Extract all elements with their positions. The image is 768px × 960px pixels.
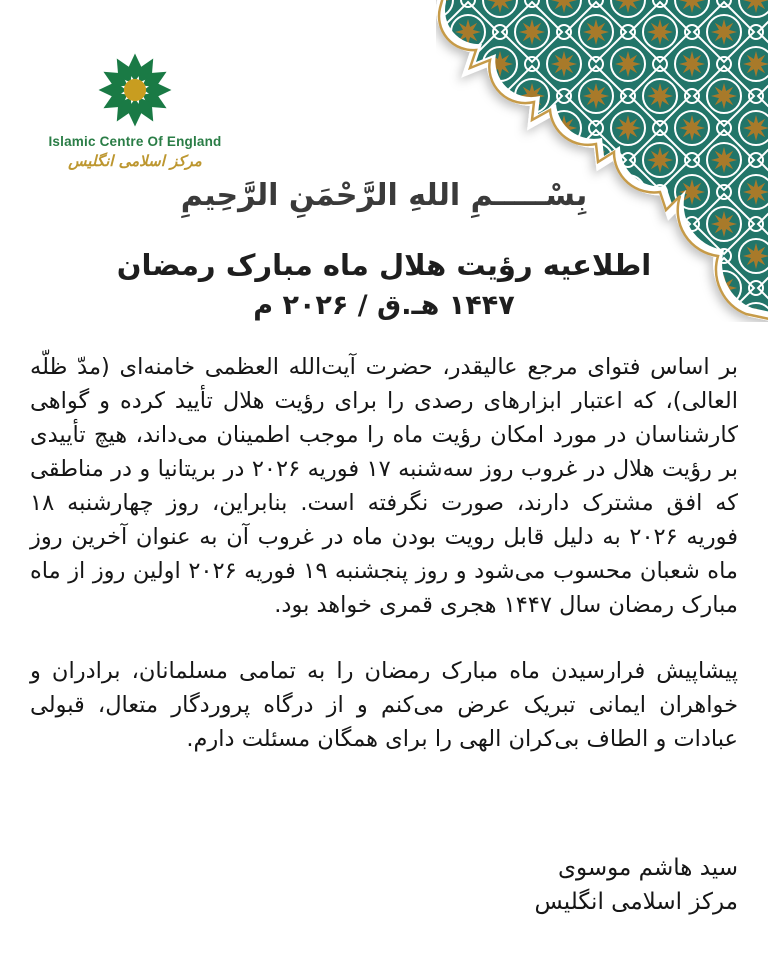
logo-name-english: Islamic Centre Of England (48, 134, 222, 149)
signature-organisation: مرکز اسلامی انگلیس (534, 889, 738, 915)
announcement-subtitle-dates: ۱۴۴۷ هـ.ق / ۲۰۲۶ م (253, 290, 515, 321)
icoe-flower-icon (95, 50, 175, 130)
icoe-logo (46, 50, 224, 170)
logo-name-persian-calligraphy: مرکز اسلامی انگلیس (68, 152, 202, 170)
announcement-title-block (0, 244, 768, 326)
signature-block (534, 851, 738, 919)
body-paragraph-2: پیشاپیش فرارسیدن ماه مبارک رمضان را به تمامی مسلمانان، برادران و خواهران ایمانی تبریک عرض می‌کنم و از درگاه پروردگار متعال، قبولی عبادات و الطاف بی‌کران الهی را برای همگان مسئلت دارم. (30, 658, 738, 752)
announcement-title: اطلاعیه رؤیت هلال ماه مبارک رمضان (116, 248, 652, 282)
bismillah-calligraphy: بِسْـــــمِ اللهِ الرَّحْمَنِ الرَّحِيمِ (180, 178, 588, 213)
announcement-body (30, 350, 738, 756)
body-paragraph-1: بر اساس فتوای مرجع عالیقدر، حضرت آیت‌الله العظمی خامنه‌ای (مدّ ظلّه العالی)، که اعتبار ابزارهای رصدی را برای رؤیت هلال تأیید کرده و گواهی کارشناسان در مورد امکان رؤیت ماه را موجب اطمینان می‌داند، هیچ تأییدی بر رؤیت هلال در غروب روز سه‌شنبه ۱۷ فوریه ۲۰۲۶ در بریتانیا و در مناطقی که افق مشترک دارند، صورت نگرفته است. بنابراین، روز چهارشنبه ۱۸ فوریه ۲۰۲۶ به دلیل قابل رویت بودن ماه در غروب آن به عنوان آخرین روز ماه شعبان محسوب می‌شود و روز پنجشنبه ۱۹ فوریه ۲۰۲۶ اولین روز از ماه مبارک رمضان سال ۱۴۴۷ هجری قمری خواهد بود. (30, 354, 738, 618)
signature-name: سید هاشم موسوی (558, 855, 738, 881)
